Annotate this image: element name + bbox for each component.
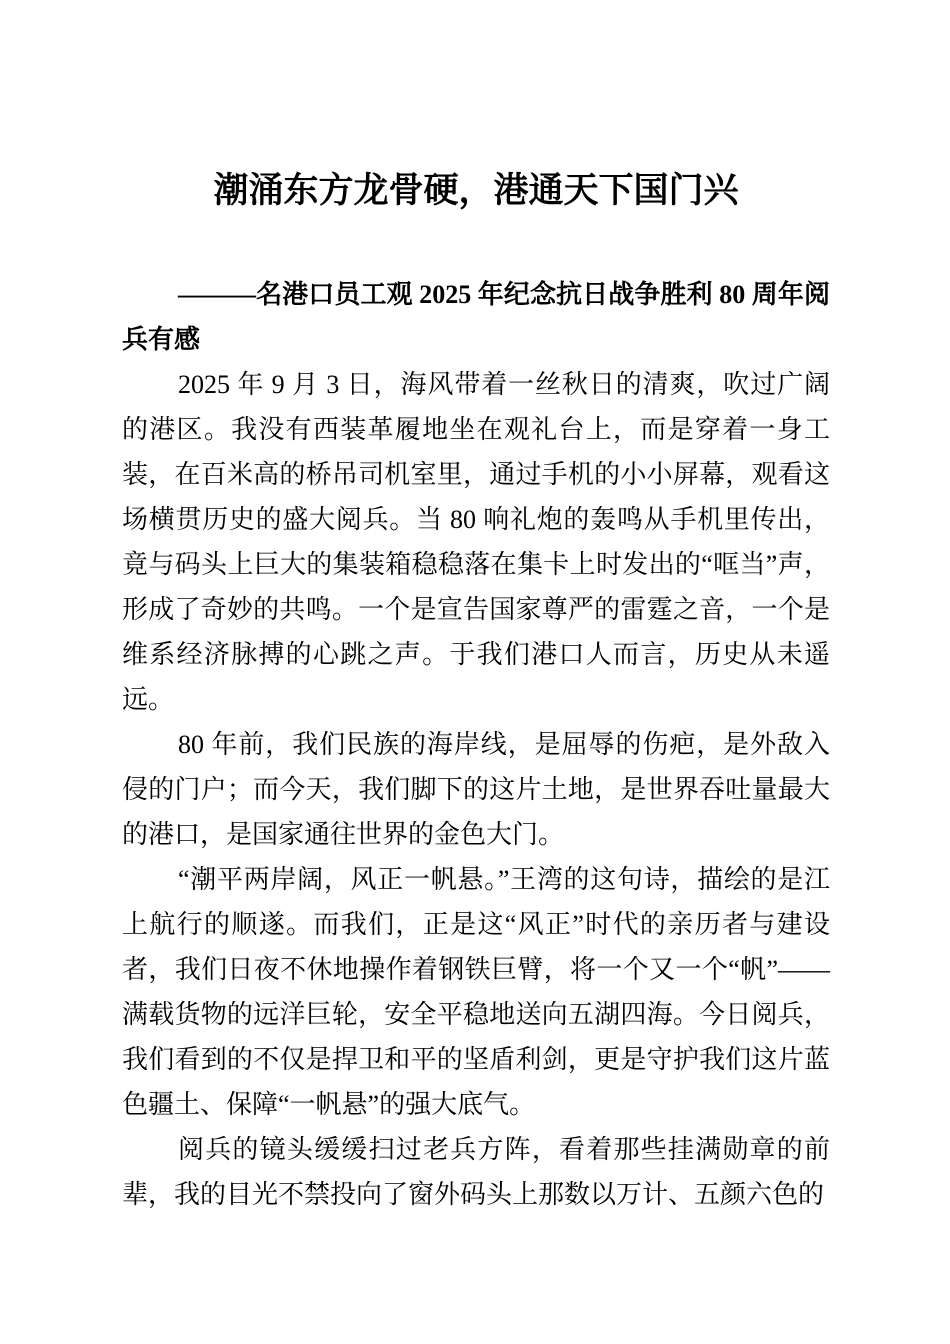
document-title: 潮涌东方龙骨硬，港通天下国门兴 bbox=[213, 171, 739, 210]
body-paragraph-3: “潮平两岸阔，风正一帆悬。”王湾的这句诗，描绘的是江上航行的顺遂。而我们，正是这“风正”时代的亲历者与建设者，我们日夜不休地操作着钢铁巨臂，将一个又一个“帆”——满载货物的远洋巨轮，安全平稳地送向五湖四海。今日阅兵，我们看到的不仅是捍卫和平的坚盾利剑，更是守护我们这片蓝色疆土、保障“一帆悬”的强大底气。 bbox=[122, 865, 830, 1119]
body-paragraph-2: 80 年前，我们民族的海岸线，是屈辱的伤疤，是外敌入侵的门户；而今天，我们脚下的这片土地，是世界吞吐量最大的港口，是国家通往世界的金色大门。 bbox=[122, 730, 830, 849]
document-subtitle: ———名港口员工观 2025 年纪念抗日战争胜利 80 周年阅兵有感 bbox=[122, 280, 830, 354]
body-paragraph-1: 2025 年 9 月 3 日，海风带着一丝秋日的清爽，吹过广阔的港区。我没有西装革履地坐在观礼台上，而是穿着一身工装，在百米高的桥吊司机室里，通过手机的小小屏幕，观看这场横贯历史的盛大阅兵。当 80 响礼炮的轰鸣从手机里传出，竟与码头上巨大的集装箱稳稳落在集卡上时发出的“哐当”声，形成了奇妙的共鸣。一个是宣告国家尊严的雷霆之音，一个是维系经济脉搏的心跳之声。于我们港口人而言，历史从未遥远。 bbox=[122, 370, 830, 714]
body-paragraph-4: 阅兵的镜头缓缓扫过老兵方阵，看着那些挂满勋章的前辈，我的目光不禁投向了窗外码头上那数以万计、五颜六色的 bbox=[122, 1135, 830, 1209]
